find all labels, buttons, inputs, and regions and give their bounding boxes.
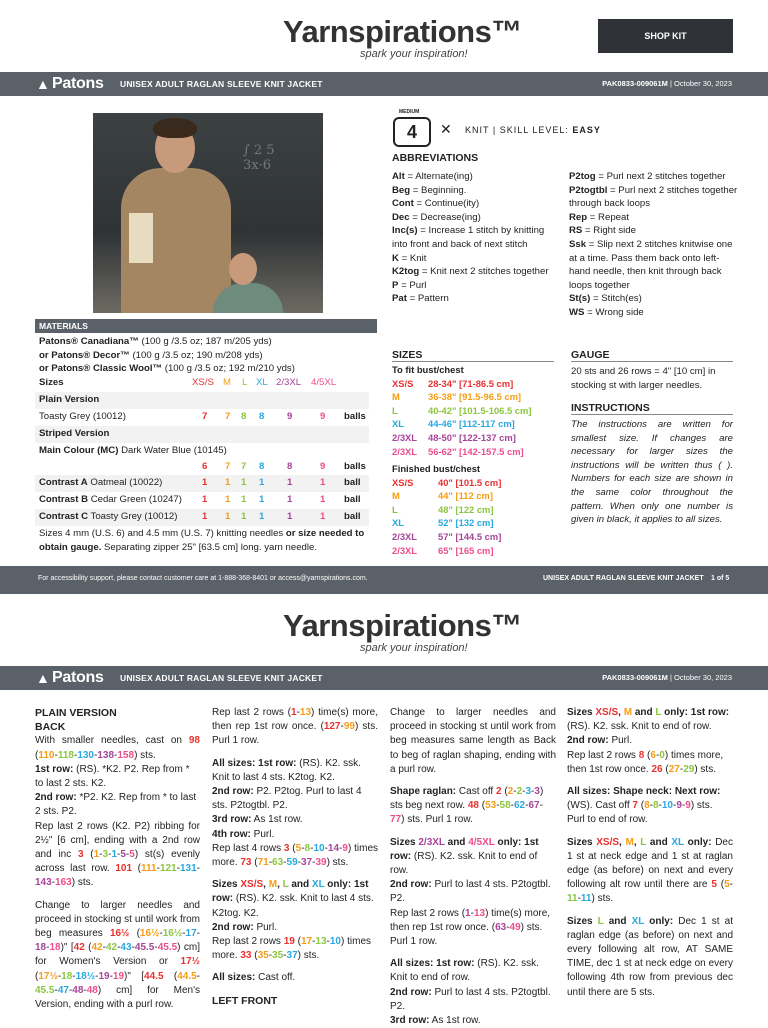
pattern-code: PAK0833-009061M bbox=[602, 79, 668, 88]
accessibility-note: For accessibility support, please contact customer care at 1-888-368-8401 or access@yarnspirations.com. bbox=[38, 575, 368, 582]
man-hair bbox=[153, 118, 197, 138]
chalkboard-scribbles: ∫ 2 5 3x·6 bbox=[243, 143, 275, 173]
model-photo bbox=[93, 113, 323, 313]
patons-logo: Patons bbox=[52, 75, 104, 92]
yarn-list: Patons® Canadiana™ (100 g /3.5 oz; 187 m/205 yds) or Patons® Decor™ (100 g /3.5 oz; 190 m/208 yds) or Patons® Classic Wool™ (100 g /3.5 oz; 192 m/210 yds) bbox=[39, 336, 295, 375]
plain-version-label: Plain Version bbox=[35, 392, 369, 409]
pattern-date: October 30, 2023 bbox=[674, 79, 732, 88]
boy-head bbox=[229, 253, 257, 285]
contrast-a-row: Contrast A Oatmeal (10022) 1 1 1 1 1 1 ball bbox=[35, 475, 369, 492]
sizes-heading: SIZES bbox=[392, 349, 554, 362]
instructions-heading: INSTRUCTIONS bbox=[571, 402, 733, 415]
plain-version-heading: PLAIN VERSION bbox=[35, 707, 117, 719]
footer-page: 1 of 5 bbox=[711, 575, 730, 582]
patons-logo-icon-p2: ▲ bbox=[36, 670, 50, 686]
pattern-header-bar bbox=[0, 72, 768, 96]
striped-version-label: Striped Version bbox=[35, 426, 369, 443]
abbreviations-heading: ABBREVIATIONS bbox=[392, 152, 479, 164]
raglan-column: Change to larger needles and proceed in stocking st until work from beg measures same length as Back to beg of raglan shaping, ending with a purl row. Shape raglan: Cast off 2 (2-2-3-3) sts beg next row. 48 (53-58-62-67-77) sts. Purl 1 row. Sizes 2/3XL and 4/5XL only: 1st row: (RS). K2. ssk. Knit to end of row. 2nd row: Purl to last 4 sts. P2togtbl. P2. Rep last 2 rows (1-13) time(s) more, then rep 1st row once. (63-49) sts. Purl 1 row. All sizes: 1st row: (RS). K2. ssk. Knit to end of row. 2nd row: Purl to last 4 sts. P2togtbl. P2. 3rd row: As 1st row. bbox=[390, 707, 556, 1027]
knit-needles-icon: ✕ bbox=[440, 121, 452, 137]
pattern-meta: PAK0833-009061M | October 30, 2023 bbox=[602, 79, 732, 88]
yarn-weight-icon: 4 bbox=[393, 117, 431, 147]
back-heading: BACK bbox=[35, 721, 66, 734]
abbreviations-right: P2tog = Purl next 2 stitches together P2togtbl = Purl next 2 stitches together through back loops Rep = Repeat RS = Right side Ssk = Slip next 2 stitches knitwise one at a time. Pass them back onto left-hand needle, then knit through back loops together St(s) = Stitch(es) WS = Wrong side bbox=[569, 171, 738, 318]
instructions-text: The instructions are written for smallest size. If changes are necessary for larger sizes the instructions will be written thus ( ). Numbers for each size are shown in the same color throughout the pattern. When only one number is given in black, it applies to all sizes. bbox=[571, 419, 733, 526]
footer-title: UNISEX ADULT RAGLAN SLEEVE KNIT JACKET bbox=[543, 575, 704, 582]
yarnspirations-logo-p2: Yarnspirations™ bbox=[283, 608, 522, 643]
patons-logo-p2: Patons bbox=[52, 669, 104, 686]
neck-column: Sizes XS/S, M and L only: 1st row: (RS). K2. ssk. Knit to end of row. 2nd row: Purl. Rep last 2 rows 8 (6-0) times more, then 1st row once. 26 (27-29) sts. All sizes: Shape neck: Next row: (WS). Cast off 7 (8-8-10-9-9) sts. Purl to end of row. Sizes XS/S, M, L and XL only: Dec 1 st at neck edge and 1 st at raglan edge (as before) on next and every following alt row until there are 5 (5-11-11) sts. Sizes L and XL only: Dec 1 st at raglan edge (as before) on next and every following alt row, AT SAME TIME, dec 1 st at neck edge on every following 4th row from previous dec until there are 5 sts. bbox=[567, 707, 734, 998]
books bbox=[129, 213, 153, 263]
contrast-c-row: Contrast C Toasty Grey (10012) 1 1 1 1 1 1 ball bbox=[35, 509, 369, 526]
gauge-heading: GAUGE bbox=[571, 349, 733, 362]
gauge-text: 20 sts and 26 rows = 4" [10 cm] in stocking st with larger needles. bbox=[571, 366, 716, 391]
sizes-row: Sizes XS/S M L XL 2/3XL 4/5XL bbox=[39, 377, 337, 388]
yarnspirations-logo: Yarnspirations™ bbox=[283, 14, 522, 49]
shop-kit-button[interactable]: SHOP KIT bbox=[598, 19, 733, 53]
mc-label-row: Main Colour (MC) Dark Water Blue (10145) bbox=[39, 445, 227, 456]
contrast-b-row: Contrast B Cedar Green (10247) 1 1 1 1 1 1 ball bbox=[39, 494, 361, 505]
materials-heading: MATERIALS bbox=[35, 319, 377, 333]
yarn-weight-label: MEDIUM bbox=[399, 109, 420, 115]
skill-level: KNIT | SKILL LEVEL: EASY bbox=[465, 125, 601, 135]
tagline-p2: spark your inspiration! bbox=[360, 642, 468, 654]
needles-notions: Sizes 4 mm (U.S. 6) and 4.5 mm (U.S. 7) knitting needles or size needed to obtain gauge. Separating zipper 25" [63.5 cm] long. yarn needle. bbox=[39, 528, 365, 553]
back-shaping-column: Rep last 2 rows (1-13) time(s) more, then rep 1st row once. (127-99) sts. Purl 1 row. All sizes: 1st row: (RS). K2. ssk. Knit to last 4 sts. K2tog. K2. 2nd row: P2. P2tog. Purl to last 4 sts. P2togtbl. P2. 3rd row: As 1st row. 4th row: Purl. Rep last 4 rows 3 (5-8-10-14-9) times more. 73 (71-63-59-37-39) sts. Sizes XS/S, M, L and XL only: 1st row: (RS). K2. ssk. Knit to last 4 sts. K2tog. K2. 2nd row: Purl. Rep last 2 rows 19 (17-13-10) times more. 33 (35-35-37) sts. All sizes: Cast off. LEFT FRONT bbox=[212, 707, 379, 1007]
plain-color-row: Toasty Grey (10012) 7 7 8 8 9 9 balls bbox=[39, 411, 366, 422]
fit-bust-list: To fit bust/chest XS/S 28-34" [71-86.5 cm] M 36-38" [91.5-96.5 cm] L 40-42" [101.5-106.5 cm] XL 44-46" [112-117 cm] 2/3XL 48-50" [122-137 cm] 2/3XL 56-62" [142-157.5 cm] bbox=[392, 364, 532, 457]
pattern-title-p2: UNISEX ADULT RAGLAN SLEEVE KNIT JACKET bbox=[120, 673, 323, 683]
back-column: PLAIN VERSION BACK With smaller needles, cast on 98 (110-118-130-138-158) sts. 1st row: (RS). *K2. P2. Rep from * to last 2 sts. K2. 2nd row: *P2. K2. Rep from * to last 2 sts. P2. Rep last 2 rows (K2. P2) ribbing for 2½" [6 cm], ending with a 2nd row and inc 3 (1-3-1-5-5) st(s) evenly across last row. 101 (111-121-131-143-163) sts. Change to larger needles and proceed in stocking st until work from beg measures 16½ (16½-16½-17-18-18)" [42 (42-42-43-45.5-45.5) cm] for Women's Version or 17½ (17½-18-18½-19-19)" [44.5 (44.5-45.5-47-48-48) cm] for Men's Version, ending with a purl row. bbox=[35, 707, 201, 1011]
left-front-heading: LEFT FRONT bbox=[212, 994, 278, 1007]
page1-footer bbox=[0, 566, 768, 594]
pattern-meta-p2: PAK0833-009061M | October 30, 2023 bbox=[602, 673, 732, 682]
tagline: spark your inspiration! bbox=[360, 48, 468, 60]
pattern-title: UNISEX ADULT RAGLAN SLEEVE KNIT JACKET bbox=[120, 79, 323, 89]
pattern-header-bar-p2 bbox=[0, 666, 768, 690]
finished-bust-list: Finished bust/chest XS/S 40" [101.5 cm] M 44" [112 cm] L 48" [122 cm] XL 52" [132 cm] 2/3XL 57" [144.5 cm] 2/3XL 65" [165 cm] bbox=[392, 463, 502, 556]
patons-logo-icon: ▲ bbox=[36, 76, 50, 92]
abbreviations-left: Alt = Alternate(ing) Beg = Beginning. Cont = Continue(ity) Dec = Decrease(ing) Inc(s) = Increase 1 stitch by knitting into front and back of next stitch K = Knit K2tog = Knit next 2 stitches together P = Purl Pat = Pattern bbox=[392, 171, 549, 305]
